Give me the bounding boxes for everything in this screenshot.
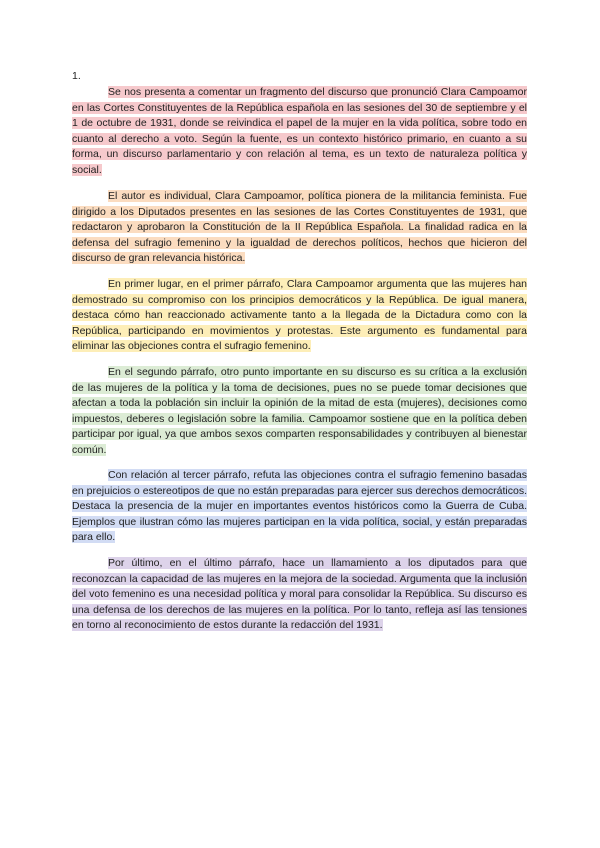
paragraph-third-argument <box>72 468 527 546</box>
paragraph-text: En primer lugar, en el primer párrafo, Clara Campoamor argumenta que las mujeres han demostrado su compromiso con los principios democráticos y la República. De igual manera, destaca cómo han reaccionado activamente tanto a la llegada de la Dictadura como con la República, participando en movimientos y protestas. Este argumento es fundamental para eliminar las objeciones contra el sufragio femenino. <box>72 278 527 353</box>
paragraph-text: En el segundo párrafo, otro punto importante en su discurso es su crítica a la exclusión de las mujeres de la política y la toma de decisiones, pues no se puede tomar decisiones que afectan a toda la población sin incluir la opinión de la mitad de esta (mujeres), decisiones como impuestos, deberes o legislación sobre la familia. Campoamor sostiene que en la política deben participar por igual, ya que ambos sexos comparten responsabilidades y contribuyen al bienestar común. <box>72 366 527 456</box>
paragraph-introduction <box>72 85 527 179</box>
paragraph-conclusion <box>72 556 527 634</box>
section-number: 1. <box>72 70 81 82</box>
paragraph-author <box>72 189 527 267</box>
paragraph-text: Con relación al tercer párrafo, refuta las objeciones contra el sufragio femenino basadas en prejuicios o estereotipos de que no están preparadas para ejercer sus derechos democráticos. Destaca la presencia de la mujer en importantes eventos históricos como la Guerra de Cuba. Ejemplos que ilustran cómo las mujeres participan en la vida política, social, y están preparadas para ello. <box>72 469 527 544</box>
paragraph-text: Por último, en el último párrafo, hace un llamamiento a los diputados para que reconozcan la capacidad de las mujeres en la mejora de la sociedad. Argumenta que la inclusión del voto femenino es una necesidad política y moral para consolidar la República. Su discurso es una defensa de los derechos de las mujeres en la política. Por lo tanto, refleja así las tensiones en torno al reconocimiento de estos durante la redacción del 1931. <box>72 557 527 632</box>
paragraph-text: El autor es individual, Clara Campoamor, política pionera de la militancia feminista. Fue dirigido a los Diputados presentes en las sesiones de las Cortes Constituyentes de 1931, que redactaron y aprobaron la Constitución de la II República Española. La finalidad radica en la defensa del sufragio femenino y la igualdad de derechos políticos, hechos que hicieron del discurso de gran relevancia histórica. <box>72 190 527 265</box>
paragraph-text: Se nos presenta a comentar un fragmento del discurso que pronunció Clara Campoamor en las Cortes Constituyentes de la República española en las sesiones del 30 de septiembre y el 1 de octubre de 1931, donde se reivindica el papel de la mujer en la vida política, sobre todo en cuanto al derecho a voto. Según la fuente, es un contexto histórico primario, en cuanto a su forma, un discurso parlamentario y con relación al tema, es un texto de naturaleza política y social. <box>72 86 527 176</box>
paragraph-second-argument <box>72 365 527 459</box>
paragraph-first-argument <box>72 277 527 355</box>
